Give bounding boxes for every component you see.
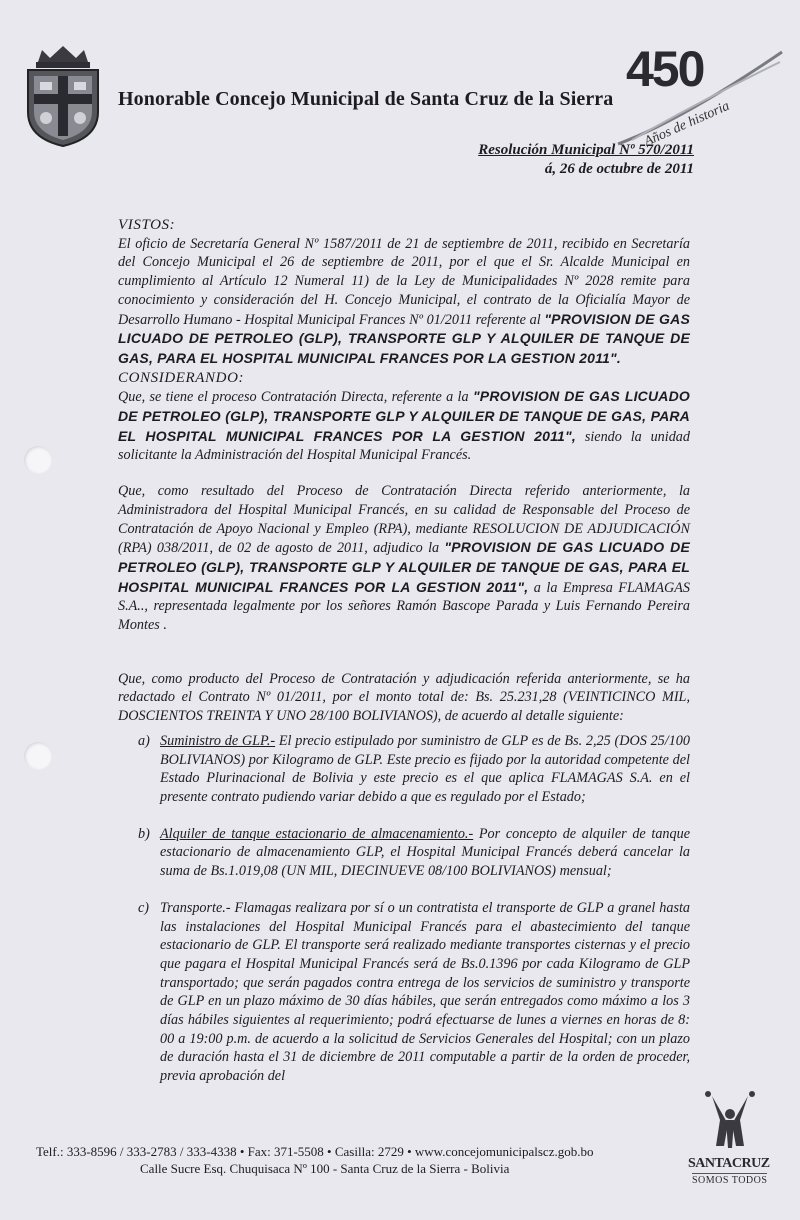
item-a-label: a) [138,732,150,749]
vistos-text: El oficio de Secretaría General Nº 1587/2011 de 21 de septiembre de 2011, recibido en Secretaría del Concejo Municipal el 26 de septiembre de 2011, por el que el Sr. Alcalde Municipal en cumplimiento al Artículo 12 Numeral 11) de la Ley de Municipalidades Nº 2028 remite para conocimiento y consideración del H. Concejo Municipal, el contrato de la Oficialía Mayor de Desarrollo Humano - Hospital Municipal Frances Nº 01/2011 referente al [118,235,690,328]
considerando-heading: CONSIDERANDO: [118,369,245,386]
santa-cruz-brand-logo [690,1090,770,1190]
c2-tail: a la Empresa FLAMAGAS S.A.., representada legalmente por los señores Ramón Bascope Parada y Luis Fernando Pereira Montes . [118,579,690,634]
people-figures-icon [690,1090,770,1154]
considerando-paragraph-2 [118,482,690,635]
vistos-paragraph [118,235,690,369]
anniversary-logo [612,40,787,150]
c3-text: Que, como producto del Proceso de Contratación y adjudicación referida anteriormente, se ha redactado el Contrato Nº 01/2011, por el monto total de: Bs. 25.231,28 (VEINTICINCO MIL, DOSCIENTOS TREINTA Y UNO 28/100 BOLIVIANOS), de acuerdo al detalle siguiente: [118,670,690,725]
c2-text: Que, como resultado del Proceso de Contratación Directa referido anteriormente, la Administradora del Hospital Municipal Francés, en su calidad de Responsable del Proceso de Contratación de Apoyo Nacional y Empleo (RPA), mediante RESOLUCION DE ADJUDICACIÓN (RPA) 038/2011, de 02 de agosto de 2011, adjudico la [118,483,690,557]
resolution-body [118,216,690,1086]
item-c-body: Flamagas realizara por sí o un contratista el transporte de GLP a granel hasta las instalaciones del Hospital Municipal Francés para el abastecimiento del tanque estacionario de GLP. El transporte será realizado mediante transportes cisternas y el precio que pagara el Hospital Municipal Francés será de Bs.0.1396 por cada Kilogramo de GLP transportado; que serán pagados contra entrega de los servicios de suministro y transporte de GLP en un plazo máximo de 30 días hábiles, que serán entregados como máximo a los 3 días hábiles siguientes al requerimiento; podrá efectuarse de lunes a viernes en horas de 8: 00 a 19:00 p.m. de acuerdo a la solicitud de Servicios Generales del Hospital; con un plazo de duración hasta el 31 de diciembre de 2011 computable a partir de la orden de proceder, previa aprobación del [160,899,691,1085]
anniversary-text: Años de historia [642,98,732,150]
item-a-title: Suministro de GLP.- [160,732,276,749]
vistos-heading: VISTOS: [118,217,176,233]
item-b-label: b) [138,825,150,842]
item-c-label: c) [138,899,150,916]
c1-text: Que, se tiene el proceso Contratación Directa, referente a la [118,389,469,406]
municipal-crest-icon [20,42,106,150]
organization-title: Honorable Concejo Municipal de Santa Cruz de la Sierra [118,88,614,110]
considerando-paragraph-3 [118,670,690,726]
resolution-date: á, 26 de octubre de 2011 [544,161,694,177]
item-b-title: Alquiler de tanque estacionario de almacenamiento.- [160,825,474,842]
footer [36,1143,593,1177]
brand-sub-text: SOMOS TODOS [692,1175,768,1186]
item-b-text [160,825,690,881]
c1-tail: siendo la unidad solicitante la Administración del Hospital Municipal Francés. [118,428,690,464]
binder-hole-top [24,446,52,474]
item-c-title: Transporte.- [160,899,231,916]
brand-main-text: SANTACRUZ [688,1156,770,1171]
vistos-contract-title: "PROVISION DE GAS LICUADO DE PETROLEO (GLP), TRANSPORTE GLP Y ALQUILER DE TANQUE DE GAS, PARA EL HOSPITAL MUNICIPAL FRANCES POR LA GESTION 2011". [118,310,690,366]
anniversary-number: 450 [626,41,704,97]
resolution-title: Resolución Municipal Nº 570/2011 [478,142,694,158]
c2-contract-title: "PROVISION DE GAS LICUADO DE PETROLEO (GLP), TRANSPORTE GLP Y ALQUILER DE TANQUE DE GAS, PARA EL HOSPITAL MUNICIPAL FRANCES POR LA GESTION 2011", [118,539,690,595]
c1-contract-title: "PROVISION DE GAS LICUADO DE PETROLEO (GLP), TRANSPORTE GLP Y ALQUILER DE TANQUE DE GAS, PARA EL HOSPITAL MUNICIPAL FRANCES POR LA GESTION 2011", [118,388,690,444]
item-a-body: El precio estipulado por suministro de GLP es de Bs. 2,25 (DOS 25/100 BOLIVIANOS) por Kilogramo de GLP. Este precio es fijado por la autoridad competente del Estado Plurinacional de Bolivia y este precio es el que aplica FLAMAGAS S.A. en el presente contrato pudiendo variar debido a que es regulado por el Estado; [160,732,690,805]
item-a-text [160,732,690,807]
list-item [118,899,690,1086]
binder-hole-bottom [24,742,52,770]
item-b-body: Por concepto de alquiler de tanque estacionario de almacenamiento GLP, el Hospital Municipal Francés deberá cancelar la suma de Bs.1.019,08 (UN MIL, DIECINUEVE 08/100 BOLIVIANOS) mensual; [160,825,691,880]
footer-contact-line: Telf.: 333-8596 / 333-2783 / 333-4338 • Fax: 371-5508 • Casilla: 2729 • www.concejomunicipalscz.gob.bo [36,1144,594,1159]
considerando-paragraph-1 [118,387,690,465]
item-c-text [160,899,690,1086]
footer-address-line: Calle Sucre Esq. Chuquisaca Nº 100 - Santa Cruz de la Sierra - Bolivia [140,1161,510,1176]
list-item [118,825,690,881]
list-item [118,732,690,807]
